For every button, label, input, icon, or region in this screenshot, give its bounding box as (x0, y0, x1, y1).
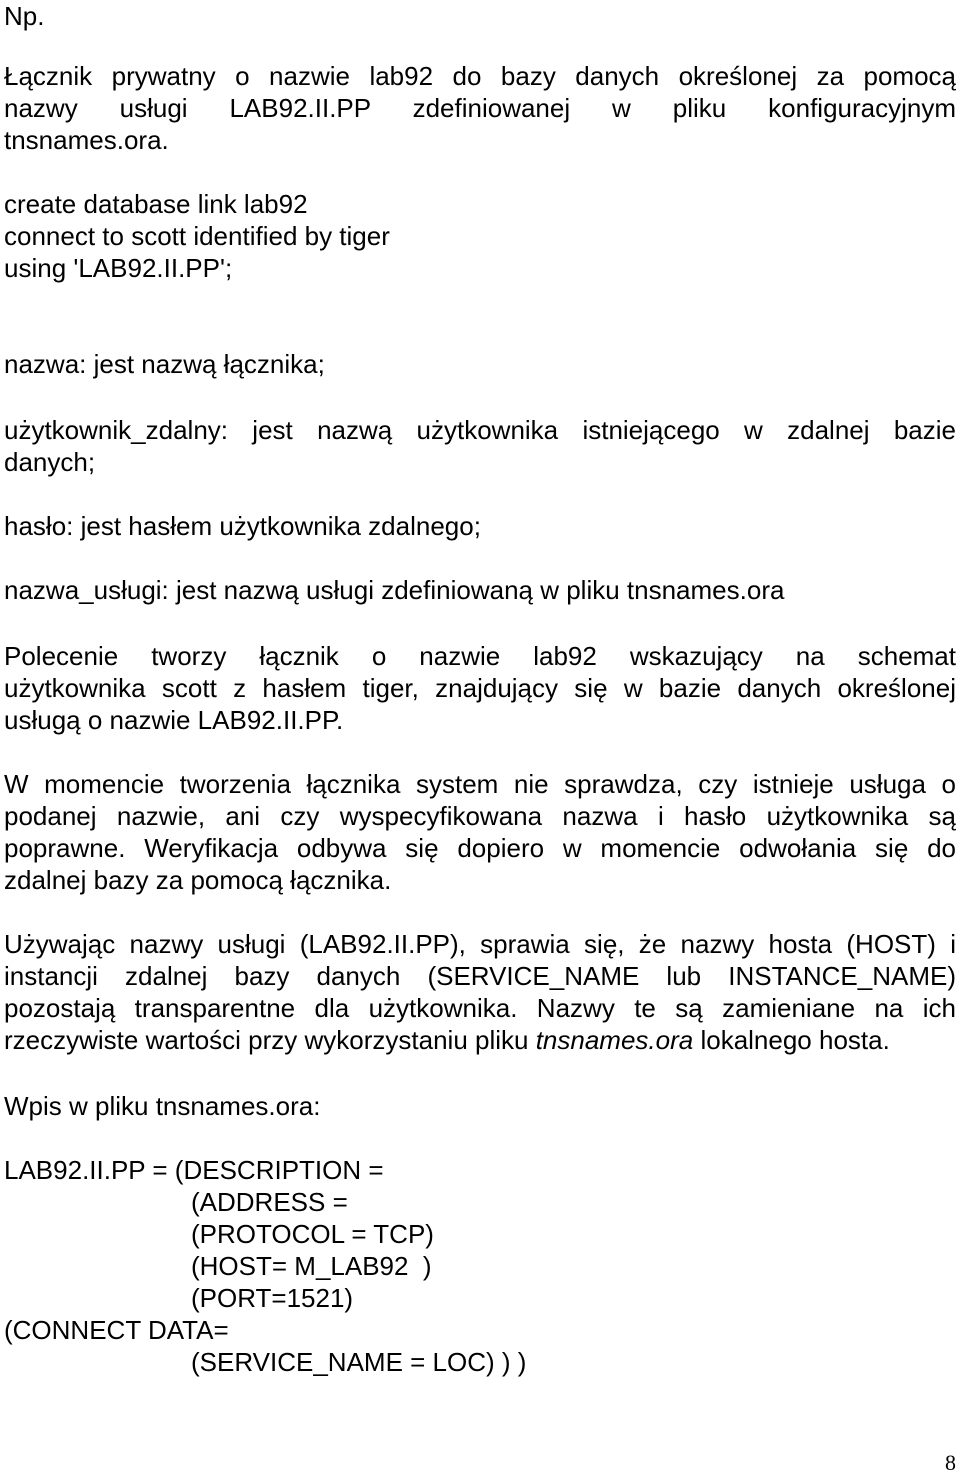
example-label: Np. (4, 1, 45, 31)
wpis-heading: Wpis w pliku tnsnames.ora: (4, 1091, 321, 1121)
para3-line-4-text-a: rzeczywiste wartości przy wykorzystaniu pliku (4, 1025, 536, 1055)
para3-line-4-text-b: lokalnego hosta. (693, 1025, 890, 1055)
para3-line-3: pozostają transparentne dla użytkownika. Nazwy te są zamieniane na ich (4, 993, 956, 1023)
tns-line-1: LAB92.II.PP = (DESCRIPTION = (4, 1155, 384, 1185)
tns-line-6: (CONNECT DATA= (4, 1315, 229, 1345)
intro-line-2: nazwy usługi LAB92.II.PP zdefiniowanej w pliku konfiguracyjnym (4, 93, 956, 123)
para3-line-4-filename: tnsnames.ora (535, 1025, 694, 1055)
def-uzytkownik-line-1: użytkownik_zdalny: jest nazwą użytkownika istniejącego w zdalnej bazie (4, 415, 956, 445)
def-uzytkownik-line-2: danych; (4, 447, 96, 477)
def-nazwa-uslugi: nazwa_usługi: jest nazwą usługi zdefiniowaną w pliku tnsnames.ora (4, 575, 785, 605)
para1-line-2: użytkownika scott z hasłem tiger, znajdujący się w bazie danych określonej (4, 673, 956, 703)
code-line-using: using 'LAB92.II.PP'; (4, 253, 233, 283)
tns-line-2: (ADDRESS = (191, 1187, 348, 1217)
para2-line-1: W momencie tworzenia łącznika system nie sprawdza, czy istnieje usługa o (4, 769, 956, 799)
para2-line-4: zdalnej bazy za pomocą łącznika. (4, 865, 392, 895)
tns-line-7: (SERVICE_NAME = LOC) ) ) (191, 1347, 527, 1377)
para1-line-3: usługą o nazwie LAB92.II.PP. (4, 705, 344, 735)
code-line-create: create database link lab92 (4, 189, 308, 219)
def-nazwa: nazwa: jest nazwą łącznika; (4, 349, 325, 379)
intro-line-1: Łącznik prywatny o nazwie lab92 do bazy danych określonej za pomocą (4, 61, 956, 91)
para3-line-1: Używając nazwy usługi (LAB92.II.PP), sprawia się, że nazwy hosta (HOST) i (4, 929, 956, 959)
para2-line-2: podanej nazwie, ani czy wyspecyfikowana nazwa i hasło użytkownika są (4, 801, 956, 831)
tns-line-5: (PORT=1521) (191, 1283, 354, 1313)
para1-line-1: Polecenie tworzy łącznik o nazwie lab92 wskazujący na schemat (4, 641, 956, 671)
tns-line-3: (PROTOCOL = TCP) (191, 1219, 434, 1249)
para3-line-4 (4, 1024, 890, 1056)
para3-line-2: instancji zdalnej bazy danych (SERVICE_NAME lub INSTANCE_NAME) (4, 961, 956, 991)
intro-line-3: tnsnames.ora. (4, 125, 169, 155)
tns-line-4: (HOST= M_LAB92 ) (191, 1251, 432, 1281)
para2-line-3: poprawne. Weryfikacja odbywa się dopiero w momencie odwołania się do (4, 833, 956, 863)
page-number: 8 (945, 1450, 956, 1475)
code-line-connect: connect to scott identified by tiger (4, 221, 390, 251)
def-haslo: hasło: jest hasłem użytkownika zdalnego; (4, 511, 481, 541)
